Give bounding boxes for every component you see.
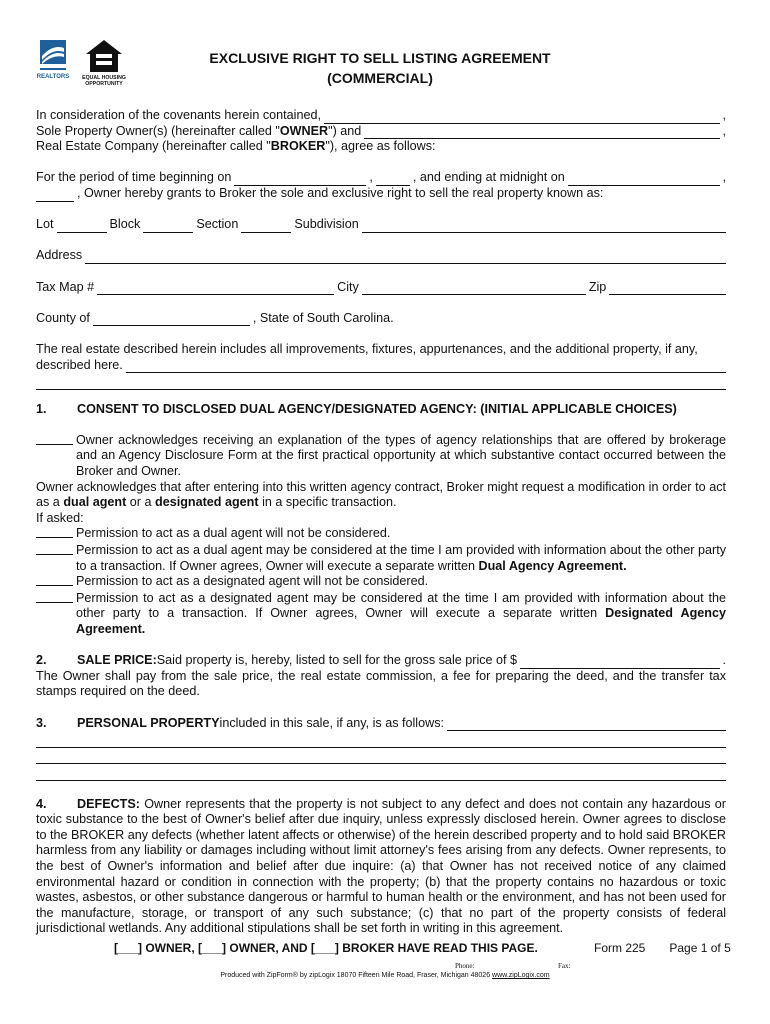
section-3-line [36, 716, 726, 732]
owner-term: OWNER [279, 123, 329, 138]
option-4-text-a: Permission to act as a designated agent may be considered at the time I am provided with information about the other party to a transaction. If Owner agrees, Owner will execute a separate written [76, 590, 726, 621]
document-subtitle: (COMMERCIAL) [327, 70, 433, 86]
city-label: City [337, 279, 359, 294]
option-3 [36, 574, 726, 591]
produced-with-line [0, 972, 770, 979]
form-number: Form 225 [594, 941, 646, 955]
section-4-para [36, 797, 726, 937]
designated-agency-agreement-term: Designated Agency Agreement. [76, 606, 726, 636]
additional-property-line-2[interactable] [36, 373, 726, 390]
real-estate-line-2 [36, 358, 726, 374]
section-3-title: PERSONAL PROPERTY [77, 715, 220, 730]
section-1-title: CONSENT TO DISCLOSED DUAL AGENCY/DESIGNATED AGENCY: (INITIAL APPLICABLE CHOICES) [77, 401, 677, 416]
option-4-initials[interactable] [36, 591, 73, 603]
realtor-logo [36, 38, 70, 84]
section-3-text: included in this sale, if any, is as follows: [219, 715, 444, 730]
real-estate-line-1 [36, 342, 726, 358]
block-field[interactable] [143, 221, 193, 233]
county-field[interactable] [93, 314, 250, 326]
sale-price-field[interactable] [520, 657, 719, 669]
option-3-text: Permission to act as a designated agent will not be considered. [76, 574, 429, 589]
option-4-text [76, 591, 726, 638]
page-number: Page 1 of 5 [669, 941, 731, 955]
intro-text-3a: Real Estate Company (hereinafter called " [36, 139, 271, 154]
taxmap-label: Tax Map # [36, 279, 95, 294]
end-date-field[interactable] [568, 174, 720, 186]
county-label: County of [36, 310, 90, 325]
option-1-initials[interactable] [36, 526, 73, 538]
s1-text-c: or a [126, 495, 155, 510]
intro-text-3c: "), agree as follows: [325, 139, 436, 154]
comma: , [722, 123, 726, 138]
section-2-period: . [722, 653, 726, 668]
taxmap-line [36, 280, 726, 296]
period-text-e: , Owner hereby grants to Broker the sole and exclusive right to sell the real property known as: [77, 185, 604, 200]
begin-date-field[interactable] [234, 174, 366, 186]
section-2-line [36, 653, 726, 669]
personal-property-line-4[interactable] [36, 764, 726, 781]
period-text-d: , [722, 170, 726, 185]
lot-field[interactable] [57, 221, 107, 233]
section-2-title: SALE PRICE: [77, 653, 157, 668]
address-label: Address [36, 248, 83, 263]
intro-text-2a: Sole Property Owner(s) (hereinafter called " [36, 123, 280, 138]
broker-term: BROKER [270, 139, 326, 154]
comma: , [722, 108, 726, 122]
additional-property-field[interactable] [126, 361, 726, 373]
address-field[interactable] [85, 252, 726, 264]
lot-label: Lot [36, 217, 54, 232]
option-1-text: Permission to act as a dual agent will not be considered. [76, 526, 391, 541]
logo-group [36, 38, 136, 88]
phone-label: Phone: [455, 962, 475, 970]
option-2 [36, 543, 726, 574]
zip-field[interactable] [609, 283, 726, 295]
section-field[interactable] [241, 221, 291, 233]
section-2-number: 2. [36, 653, 47, 668]
section-4-title: DEFECTS: [77, 796, 140, 811]
period-text-c: , and ending at midnight on [412, 170, 565, 185]
zip-label: Zip [588, 279, 607, 294]
option-4 [36, 591, 726, 638]
state-text: , State of South Carolina. [252, 310, 394, 325]
s1-text-a: Owner acknowledges that after entering into this written agency contract, Broker might request a modification in order to act as a [36, 479, 726, 510]
document-title: EXCLUSIVE RIGHT TO SELL LISTING AGREEMENT [209, 50, 551, 66]
ziplogix-link[interactable]: www.zipLogix.com [492, 972, 550, 979]
intro-text-1: In consideration of the covenants herein contained, [36, 108, 321, 122]
designated-agent-term: designated agent [155, 495, 259, 510]
equal-housing-logo [82, 38, 126, 86]
period-text-b: , [369, 170, 373, 185]
option-2-text [76, 543, 726, 574]
period-line-1 [36, 170, 726, 186]
section-1-number: 1. [36, 401, 47, 416]
dual-agent-term: dual agent [63, 495, 127, 510]
subdivision-field[interactable] [362, 221, 726, 233]
period-line-2 [36, 186, 726, 202]
owner-name-field[interactable] [364, 127, 719, 139]
option-2-text-a: Permission to act as a dual agent may be considered at the time I am provided with information about the other party to a transaction. If Owner agrees, Owner will execute a separate written [76, 543, 726, 573]
section-4-number: 4. [36, 796, 47, 811]
personal-property-line-2[interactable] [36, 731, 726, 748]
subdivision-label: Subdivision [294, 217, 359, 232]
real-estate-text-1: The real estate described herein includes all improvements, fixtures, appurtenances, and the additional property, if any, [36, 341, 698, 356]
read-page-initials[interactable]: [___] OWNER, [___] OWNER, AND [___] BROKER HAVE READ THIS PAGE. [114, 941, 538, 955]
address-line [36, 248, 726, 264]
ack-text: Owner acknowledges receiving an explanation of the types of agency relationships that are offered by brokerage and an Agency Disclosure Form at the first practical opportunity at which substantive contact occurred between the Broker and Owner. [76, 432, 726, 479]
option-3-initials[interactable] [36, 574, 73, 586]
personal-property-line-3[interactable] [36, 748, 726, 765]
taxmap-field[interactable] [97, 283, 334, 295]
section-4-text: Owner represents that the property is not subject to any defect and does not contain any hazardous or toxic substance to the best of Owner's belief after due inquiry, unless expressly disclosed herein. Owner agrees to disclose to the BROKER any defects (whether latent affects or otherwise) of the herein described property and to hold said BROKER harmless from any liability or damages including without limit attorney's fees arising from any defects. Owner represents, to the best of Owner's information and belief after due inquire: (a) that Owner has not received notice of any claimed environmental hazard or condition in connection with the property; (b) that the property contains no hazardous or toxic wastes, asbestos, or other substance dangerous or harmful to human health or the environment, and has not been used for the manufacture, storage, or transport of any such substance; (c) that no part of the property consists of federal jurisdictional wetlands. Any additional stipulations shall be set forth in writing in this agreement. [36, 796, 726, 936]
real-estate-text-2: described here. [36, 357, 123, 372]
agreement-body [36, 108, 726, 937]
if-asked: If asked: [36, 510, 84, 525]
covenants-field[interactable] [324, 112, 720, 124]
lot-line [36, 217, 726, 233]
section-3-number: 3. [36, 715, 47, 730]
period-text-a: For the period of time beginning on [36, 170, 232, 185]
section-label: Section [196, 217, 239, 232]
block-label: Block [109, 217, 141, 232]
section-2-text-a: Said property is, hereby, listed to sell for the gross sale price of $ [156, 653, 518, 668]
ack-item [36, 433, 726, 480]
section-1-heading [36, 402, 726, 418]
s1-text-e: in a specific transaction. [258, 495, 397, 510]
produced-text: Produced with ZipForm® by zipLogix 18070 Fifteen Mile Road, Fraser, Michigan 48026 [220, 972, 493, 979]
begin-year-field[interactable] [376, 174, 410, 186]
fax-label: Fax: [558, 962, 571, 970]
section-1-para [36, 480, 726, 511]
intro-line-2 [36, 124, 726, 140]
section-2-text-c: The Owner shall pay from the sale price, the real estate commission, a fee for preparing the deed, and the transfer tax stamps required on the deed. [36, 668, 726, 699]
option-2-initials[interactable] [36, 543, 73, 555]
intro-line-1 [36, 108, 726, 124]
option-1 [36, 526, 726, 543]
county-line [36, 311, 726, 327]
personal-property-field[interactable] [447, 719, 726, 731]
intro-text-2c: ") and [328, 123, 362, 138]
dual-agency-agreement-term: Dual Agency Agreement. [478, 558, 627, 573]
intro-line-3 [36, 139, 726, 155]
city-field[interactable] [362, 283, 586, 295]
eho-text-1: EQUAL HOUSING [82, 75, 126, 81]
eho-text-2: OPPORTUNITY [85, 81, 123, 86]
end-year-field[interactable] [36, 190, 74, 202]
ack-initials-field[interactable] [36, 433, 73, 445]
realtor-logo-text: REALTORS [36, 74, 70, 80]
